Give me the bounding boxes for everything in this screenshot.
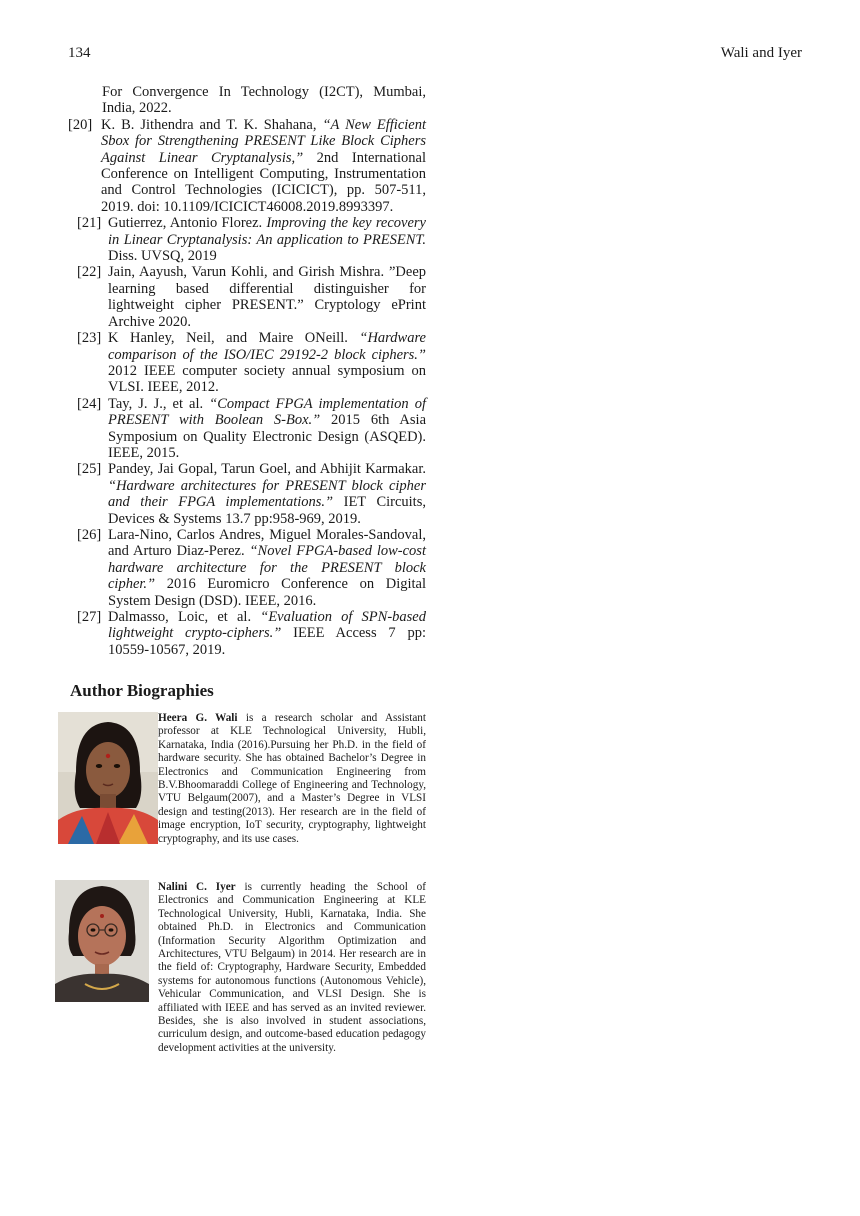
reference-text: For Convergence In Technology (I2CT), Mumbai, India, 2022. (102, 84, 426, 117)
reference-number: [23] (77, 330, 102, 347)
reference-number: [20] (68, 116, 93, 133)
author-bio-heera (158, 712, 426, 846)
reference-item (68, 215, 426, 264)
reference-item (68, 396, 426, 462)
reference-number: [27] (77, 609, 102, 625)
reference-item (68, 84, 426, 117)
reference-title: “A New Efficient Sbox for Strengthening PRESENT Like Block Ciphers Against Linear Cryptanalysis,” (101, 116, 427, 166)
reference-title: “Hardware architectures for PRESENT block cipher and their FPGA implementations.” (108, 477, 426, 511)
reference-text: 2012 IEEE computer society annual symposium on VLSI. IEEE, 2012. (108, 362, 426, 396)
reference-title: “Evaluation of SPN-based lightweight crypto-ciphers.” (108, 609, 426, 642)
reference-text: Gutierrez, Antonio Florez. (108, 215, 267, 232)
author-bio-text-heera: is a research scholar and Assistant professor at KLE Technological University, Hubli, Karnataka, India (2016).Pursuing her Ph.D. in the field of hardware security. She has obtained Bachelor’s Degree in Electronics and Communication Engineering from B.V.Bhoomaraddi College of Engineering and Technology, VTU Belgaum(2007), and a Master’s Degree in VLSI design and testing(2013). Her research are in the field of image encryption, IoT security, cryptography, lightweight cryptography, and its use cases. (158, 712, 426, 845)
reference-text: 2015 6th Asia Symposium on Quality Electronic Design (ASQED). IEEE, 2015. (108, 412, 427, 461)
reference-title: “Hardware comparison of the ISO/IEC 29192-2 block ciphers.” (108, 330, 426, 363)
reference-text: IET Circuits, Devices & Systems 13.7 pp:958-969, 2019. (108, 494, 426, 527)
author-bio-text-nalini: is currently heading the School of Electronics and Communication Engineering at KLE Technological University, Hubli, Karnataka, India. She obtained Ph.D. in Electronics and Communication (Information Security Algorithm Optimization and Architectures, VTU Belgaum) in 2014. Her research are in the field of: Cryptography, Hardware Security, Embedded systems for autonomous functions (Autonomous Vehicle), Vehicular Communication, and VLSI Design. She is affiliated with IEEE and has served as an invited reviewer. Besides, she is also involved in student associations, curriculum design, and outcome-based education pedagogy development activities at the university. (158, 881, 426, 1054)
reference-text: K Hanley, Neil, and Maire ONeill. (108, 330, 360, 347)
reference-title: “Compact FPGA implementation of PRESENT with Boolean S-Box.” (108, 395, 426, 429)
reference-number: [25] (77, 461, 102, 478)
reference-number: [21] (77, 215, 102, 232)
author-name-nalini: Nalini C. Iyer (158, 881, 236, 893)
reference-item (68, 264, 426, 330)
running-head: Wali and Iyer (720, 45, 802, 61)
biographies-heading: Author Biographies (70, 681, 214, 700)
reference-text: Pandey, Jai Gopal, Tarun Goel, and Abhijit Karmakar. (108, 461, 426, 478)
reference-text: Dalmasso, Loic, et al. (108, 609, 261, 625)
reference-item (68, 330, 426, 396)
reference-item (68, 609, 426, 658)
page-number: 134 (68, 45, 91, 61)
reference-text: Lara-Nino, Carlos Andres, Miguel Morales-Sandoval, and Arturo Diaz-Perez. (108, 526, 426, 560)
reference-number: [24] (77, 395, 102, 412)
author-photo-heera (58, 712, 158, 844)
author-bio-nalini (158, 881, 426, 1055)
reference-text: Tay, J. J., et al. (108, 395, 210, 412)
reference-item (68, 461, 426, 527)
reference-item (68, 527, 426, 609)
reference-title: “Novel FPGA-based low-cost hardware architecture for the PRESENT block cipher.” (108, 543, 426, 593)
reference-text: Jain, Aayush, Varun Kohli, and Girish Mishra. ”Deep learning based differential distinguisher for lightweight cipher PRESENT.” Cryptology ePrint Archive 2020. (108, 264, 426, 330)
reference-text: Diss. UVSQ, 2019 (108, 248, 217, 265)
author-photo-nalini (55, 880, 149, 1002)
reference-text: IEEE Access 7 pp: 10559-10567, 2019. (108, 625, 426, 658)
reference-text: 2nd International Conference on Intelligent Computing, Instrumentation and Control Technologies (ICICICT), pp. 507-511, 2019. doi: 10.1109/ICICICT46008.2019.8993397. (101, 149, 426, 215)
reference-text: 2016 Euromicro Conference on Digital System Design (DSD). IEEE, 2016. (108, 576, 426, 609)
reference-list (68, 84, 426, 658)
reference-number: [26] (77, 526, 102, 543)
reference-number: [22] (77, 264, 102, 281)
reference-text: K. B. Jithendra and T. K. Shahana, (101, 116, 323, 133)
reference-title: Improving the key recovery in Linear Cryptanalysis: An application to PRESENT. (108, 215, 426, 248)
author-name-heera: Heera G. Wali (158, 712, 238, 724)
reference-item (68, 117, 426, 215)
